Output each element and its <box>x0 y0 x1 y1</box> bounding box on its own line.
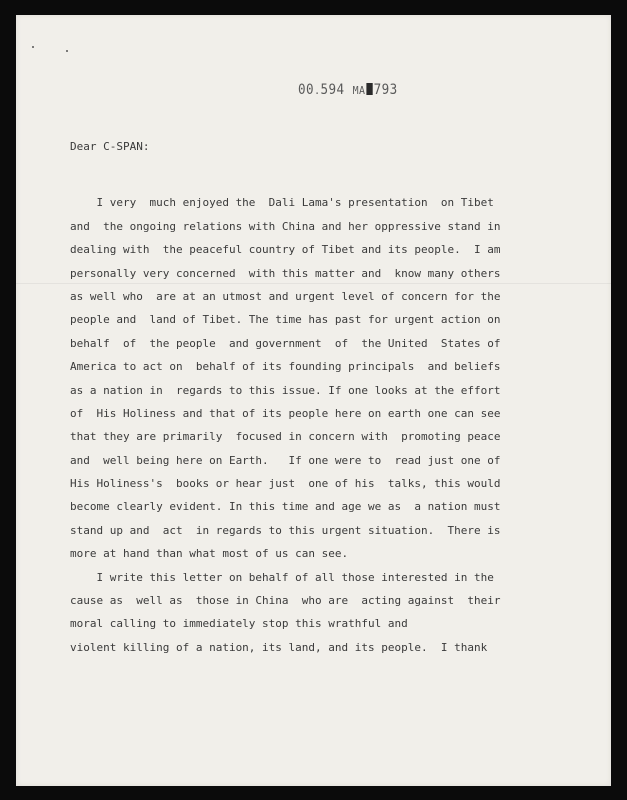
archive-stamp: 00.594 MA 793 <box>298 82 398 98</box>
paragraph-1 <box>70 191 570 565</box>
text-line: I very much enjoyed the Dali Lama's presentation on Tibet <box>70 196 494 210</box>
paper-speck <box>66 50 68 52</box>
stamp-prefix: 00 <box>298 82 315 98</box>
stamp-redaction-mark <box>366 83 372 95</box>
text-line: violent killing of a nation, its land, and its people. I thank <box>70 640 488 654</box>
text-line: America to act on behalf of its founding principals and beliefs <box>70 360 501 374</box>
paragraph-2 <box>70 566 570 660</box>
paper-speck <box>32 46 34 48</box>
text-line: people and land of Tibet. The time has past for urgent action on <box>70 313 501 327</box>
stamp-year: 793 <box>373 82 398 98</box>
letter-body <box>70 135 570 659</box>
stamp-month: MA <box>352 84 366 97</box>
text-line: more at hand than what most of us can see. <box>70 547 349 561</box>
text-line: personally very concerned with this matter and know many others <box>70 266 501 280</box>
text-line: behalf of the people and government of the United States of <box>70 336 501 350</box>
text-line: as a nation in regards to this issue. If one looks at the effort <box>70 383 501 397</box>
text-line: I write this letter on behalf of all those interested in the <box>70 570 494 584</box>
text-line: that they are primarily focused in concern with promoting peace <box>70 430 501 444</box>
text-line: become clearly evident. In this time and age we as a nation must <box>70 500 501 514</box>
text-line: and well being here on Earth. If one were to read just one of <box>70 453 501 467</box>
text-line: moral calling to immediately stop this wrathful and <box>70 617 408 631</box>
stamp-number: 594 <box>320 82 345 98</box>
text-line: and the ongoing relations with China and her oppressive stand in <box>70 219 501 233</box>
salutation: Dear C-SPAN: <box>70 140 150 153</box>
text-line: as well who are at an utmost and urgent level of concern for the <box>70 289 501 303</box>
text-line: cause as well as those in China who are acting against their <box>70 594 501 608</box>
text-line: stand up and act in regards to this urgent situation. There is <box>70 523 501 537</box>
text-line: His Holiness's books or hear just one of his talks, this would <box>70 477 501 491</box>
text-line: dealing with the peaceful country of Tibet and its people. I am <box>70 243 501 257</box>
text-line: of His Holiness and that of its people here on earth one can see <box>70 406 501 420</box>
